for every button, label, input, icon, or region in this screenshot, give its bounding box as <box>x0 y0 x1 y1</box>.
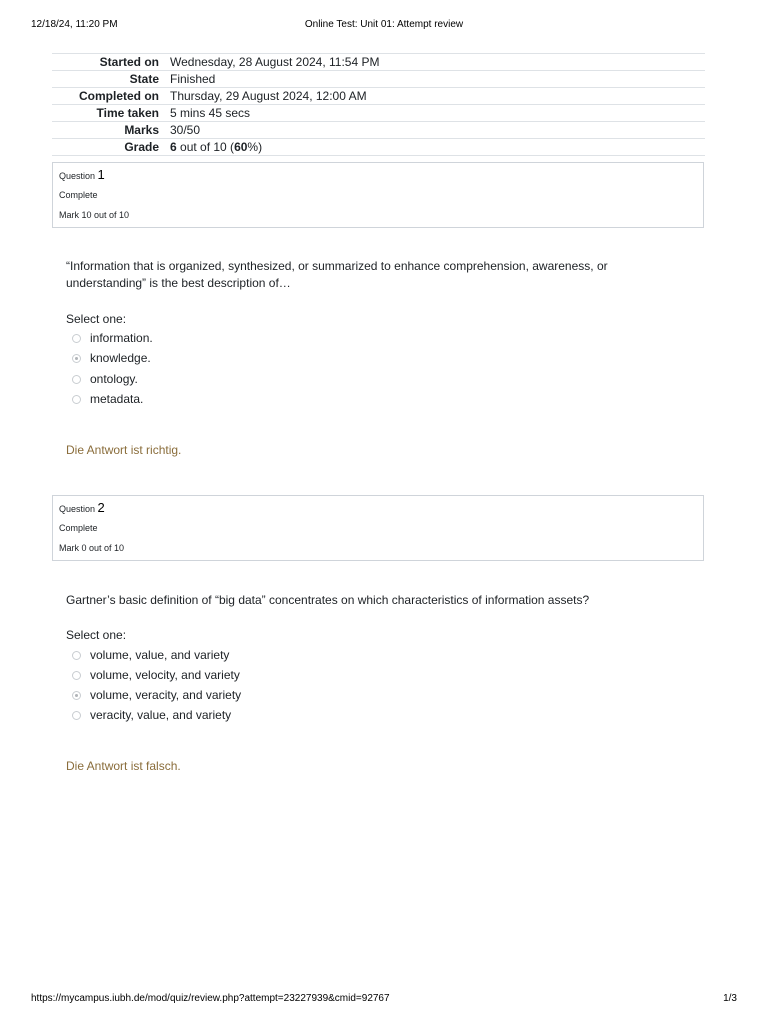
summary-value: Thursday, 29 August 2024, 12:00 AM <box>170 89 367 103</box>
summary-value: 5 mins 45 secs <box>170 106 251 120</box>
option-label: ontology. <box>90 372 138 386</box>
summary-label: Time taken <box>96 106 159 120</box>
answer-feedback: Die Antwort ist falsch. <box>66 759 181 773</box>
print-footer <box>31 993 737 1007</box>
attempt-summary-table <box>52 53 705 156</box>
summary-label: Grade <box>124 140 159 154</box>
radio-button[interactable] <box>72 711 81 720</box>
option-label: volume, velocity, and variety <box>90 668 240 682</box>
radio-button[interactable] <box>72 395 81 404</box>
grade-value <box>165 139 705 156</box>
summary-row <box>52 139 705 156</box>
option-label: metadata. <box>90 392 144 406</box>
option-label: veracity, value, and variety <box>90 708 232 722</box>
page-url: https://mycampus.iubh.de/mod/quiz/review.php?attempt=23227939&cmid=92767 <box>31 993 390 1004</box>
question-label: Question <box>59 171 96 181</box>
summary-label: Started on <box>99 55 159 69</box>
summary-row <box>52 105 705 122</box>
option-label: volume, value, and variety <box>90 648 230 662</box>
question-number <box>59 167 105 184</box>
print-date: 12/18/24, 11:20 PM <box>31 19 118 30</box>
print-header <box>31 19 737 33</box>
option-label: information. <box>90 331 153 345</box>
option-label: volume, veracity, and variety <box>90 688 242 702</box>
grade-score: 6 <box>170 140 177 154</box>
question-number <box>59 500 105 517</box>
question-number-value: 2 <box>97 500 105 515</box>
summary-value: Wednesday, 28 August 2024, 11:54 PM <box>170 55 380 69</box>
radio-button[interactable] <box>72 651 81 660</box>
grade-end: %) <box>247 140 263 154</box>
question-state: Complete <box>59 190 98 200</box>
page-number: 1/3 <box>723 993 737 1004</box>
summary-row <box>52 122 705 139</box>
question-label: Question <box>59 504 96 514</box>
summary-row <box>52 71 705 88</box>
select-prompt: Select one: <box>66 628 127 642</box>
question-mark: Mark 0 out of 10 <box>59 543 125 553</box>
grade-mid: out of 10 ( <box>176 140 235 154</box>
question-number-value: 1 <box>97 167 105 182</box>
summary-label: Completed on <box>79 89 159 103</box>
radio-button[interactable] <box>72 375 81 384</box>
summary-value: Finished <box>170 72 216 86</box>
question-text: Gartner’s basic definition of “big data” concentrates on which characteristics of information assets? <box>66 593 590 607</box>
question-mark: Mark 10 out of 10 <box>59 210 130 220</box>
option-label: knowledge. <box>90 351 151 365</box>
summary-label: Marks <box>124 123 159 137</box>
question-info-1 <box>52 162 704 228</box>
question-text: “Information that is organized, synthesized, or summarized to enhance comprehension, awareness, or understanding” is the best description of… <box>66 259 608 290</box>
radio-button-selected[interactable] <box>72 354 81 363</box>
radio-button-selected[interactable] <box>72 691 81 700</box>
summary-row <box>52 54 705 71</box>
question-state: Complete <box>59 523 98 533</box>
summary-row <box>52 88 705 105</box>
radio-button[interactable] <box>72 334 81 343</box>
summary-label: State <box>129 72 159 86</box>
radio-button[interactable] <box>72 671 81 680</box>
summary-value: 30/50 <box>170 123 201 137</box>
question-info-2 <box>52 495 704 561</box>
document-title: Online Test: Unit 01: Attempt review <box>304 19 464 30</box>
select-prompt: Select one: <box>66 312 127 326</box>
grade-percent: 60 <box>234 140 248 154</box>
answer-feedback: Die Antwort ist richtig. <box>66 443 182 457</box>
